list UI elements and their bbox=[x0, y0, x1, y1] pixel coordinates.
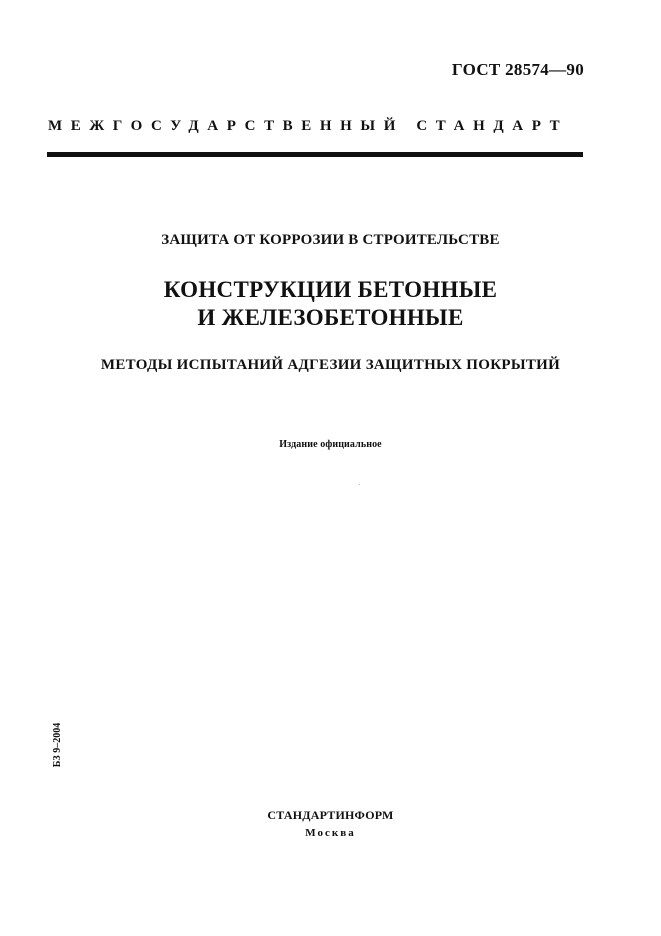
document-subtitle: МЕТОДЫ ИСПЫТАНИЙ АДГЕЗИИ ЗАЩИТНЫХ ПОКРЫТИЙ bbox=[100, 357, 561, 373]
main-title-line-1: КОНСТРУКЦИИ БЕТОННЫЕ bbox=[163, 277, 498, 302]
main-title bbox=[0, 276, 661, 332]
document-number: ГОСТ 28574—90 bbox=[451, 60, 584, 79]
side-code: БЗ 9–2004 bbox=[52, 722, 63, 768]
print-speck bbox=[359, 484, 360, 485]
edition-label: Издание официальное bbox=[279, 439, 382, 450]
main-title-line-2: И ЖЕЛЕЗОБЕТОННЫЕ bbox=[197, 305, 464, 330]
series-title: ЗАЩИТА ОТ КОРРОЗИИ В СТРОИТЕЛЬСТВЕ bbox=[161, 232, 500, 248]
header-divider bbox=[47, 152, 583, 157]
publisher-city: Москва bbox=[305, 827, 356, 839]
publisher-name: СТАНДАРТИНФОРМ bbox=[267, 808, 394, 822]
standard-type-heading: МЕЖГОСУДАРСТВЕННЫЙ СТАНДАРТ bbox=[48, 118, 569, 134]
